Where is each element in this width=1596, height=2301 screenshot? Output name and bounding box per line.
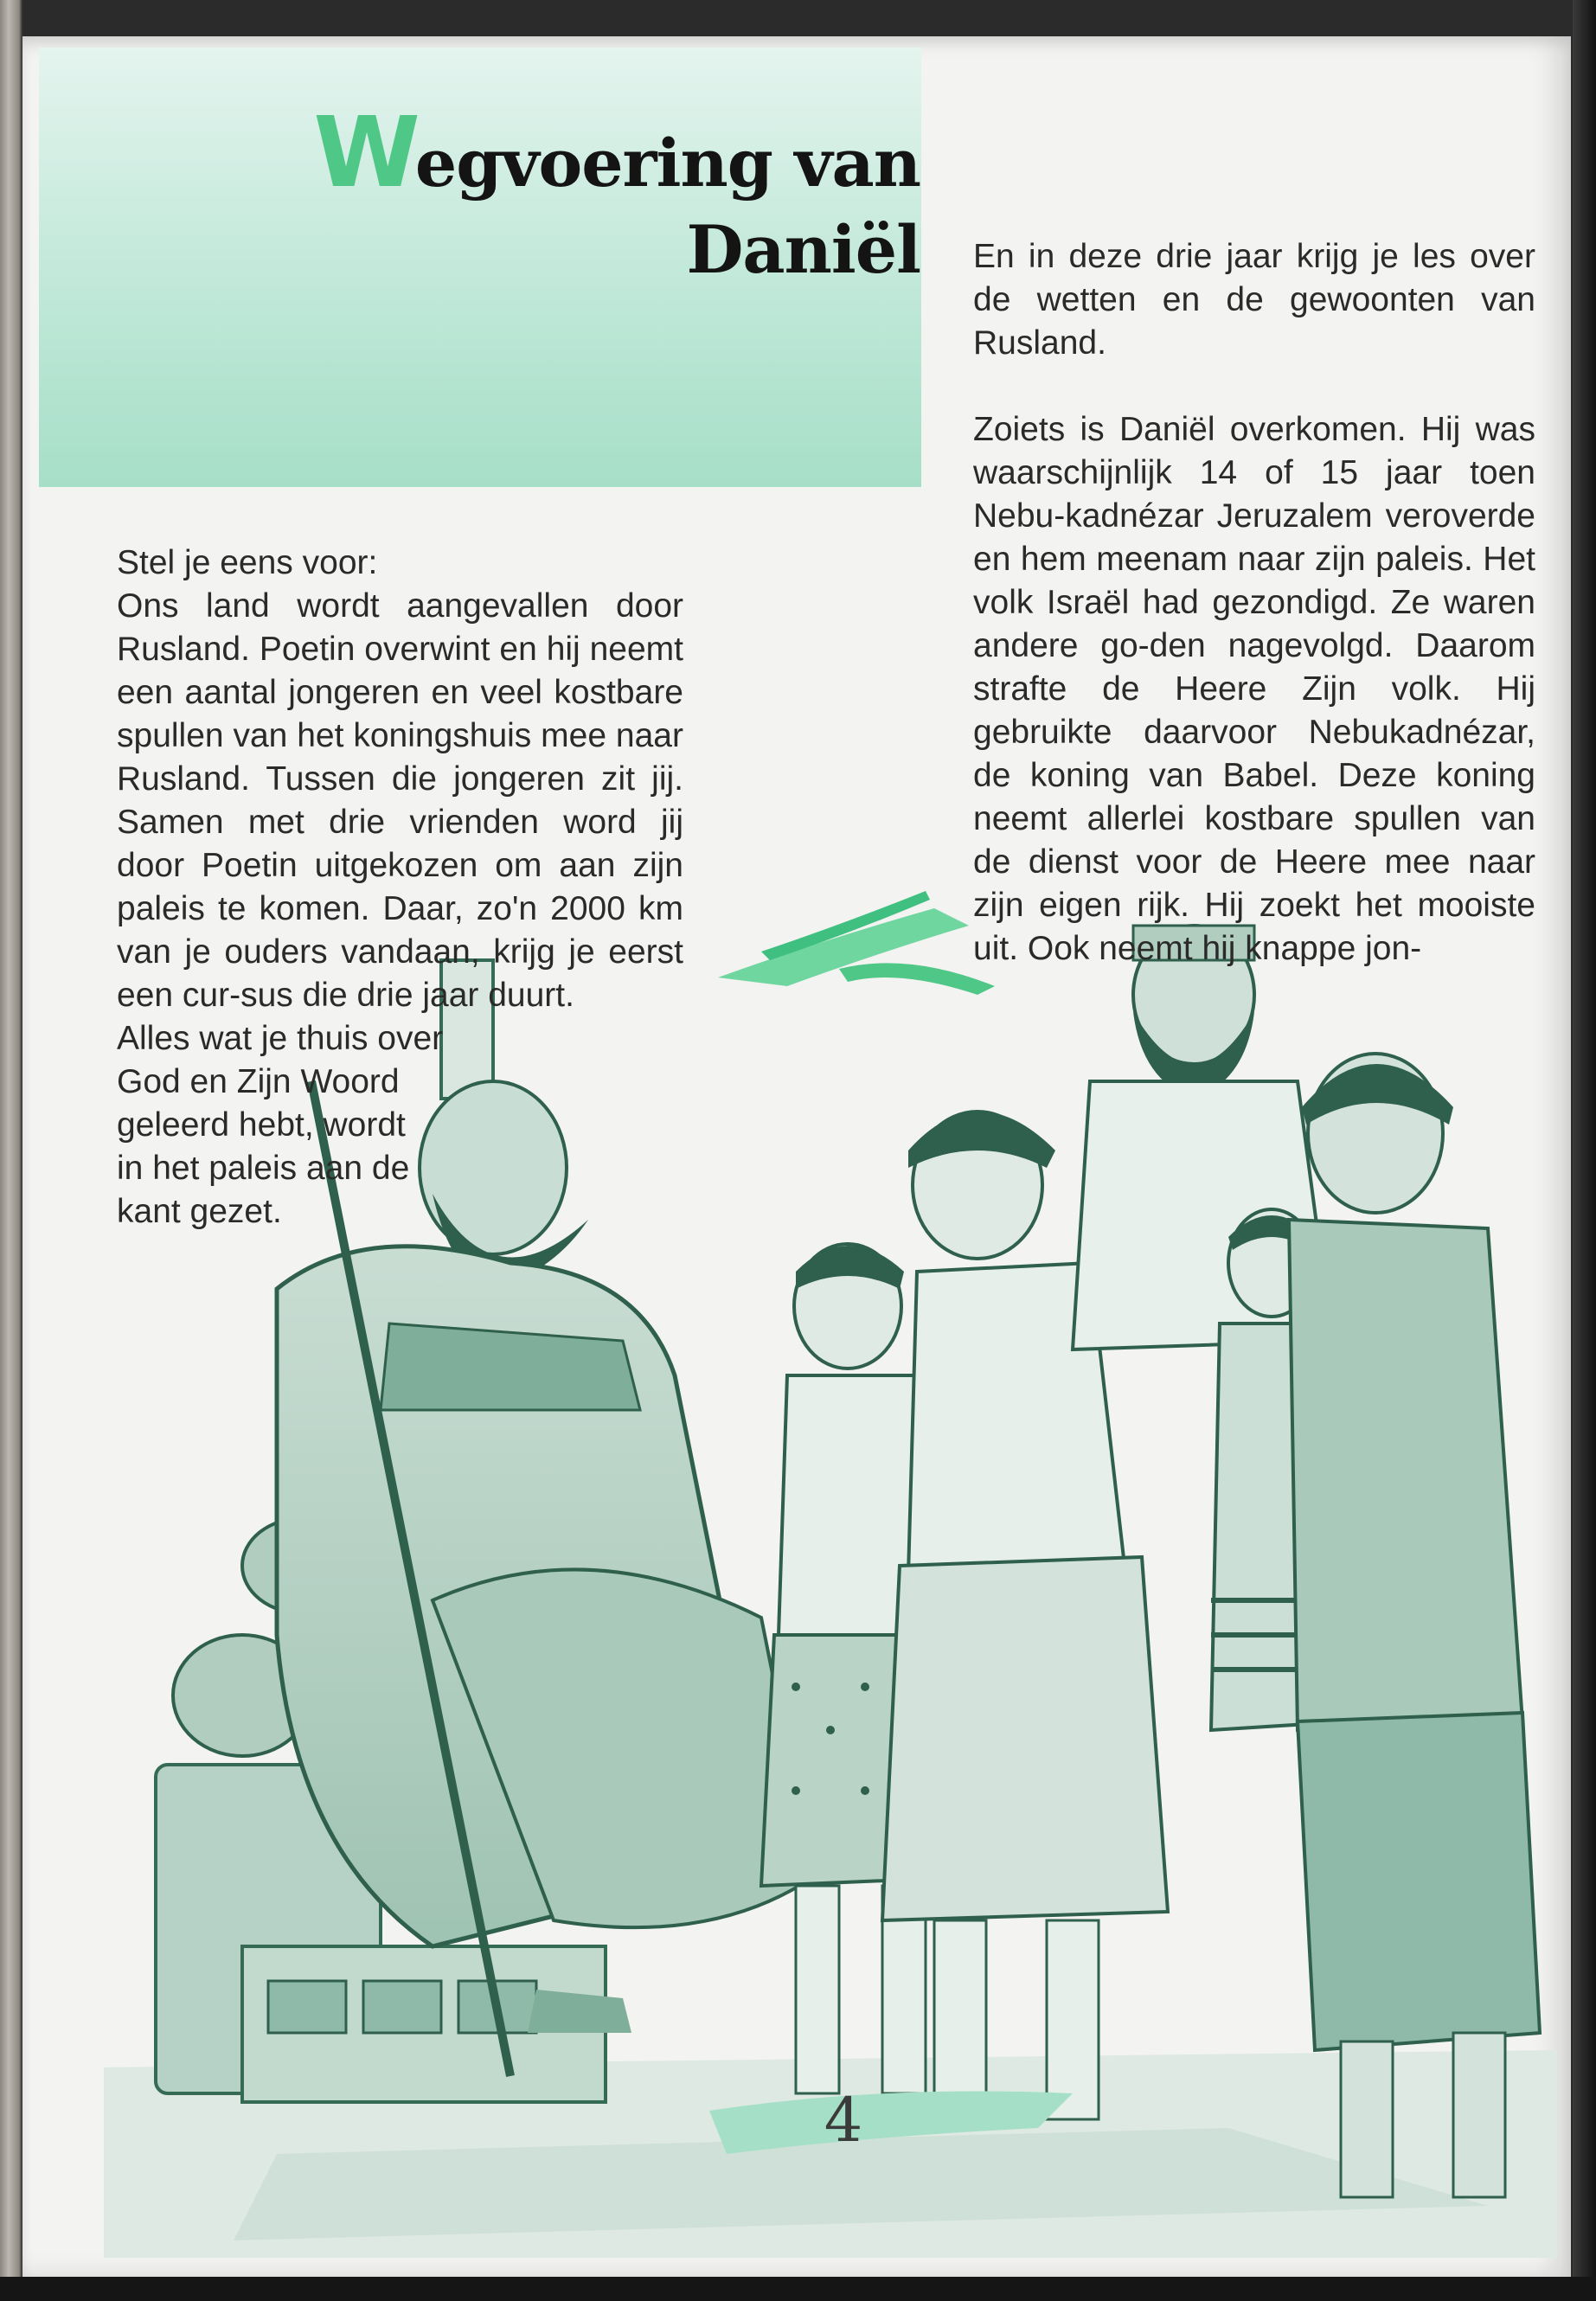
youth-figure-4 (1289, 1054, 1540, 2197)
left-line-3: Alles wat je thuis over (117, 1020, 444, 1057)
right-paragraph-2: Zoiets is Daniël overkomen. Hij was waarschijnlijk 14 of 15 jaar toen Nebu-kadnézar Jeruzalem veroverde en hem meenam naar zijn paleis. Het volk Israël had gezondigd. Ze waren andere go-den nagevolgd. Daarom strafte de Heere Zijn volk. Hij gebruikte daarvoor Nebukadnézar, de koning van Babel. Deze koning neemt allerlei kostbare spullen van de dienst voor de Heere mee naar zijn eigen rijk. Hij zoekt het mooiste uit. Ook neemt hij knappe jon- (973, 411, 1535, 967)
right-column-text (973, 235, 1535, 971)
left-paragraph: Ons land wordt aangevallen door Rusland. Poetin overwint en hij neemt een aantal jongeren en veel kostbare spullen van het koningshuis mee naar Rusland. Tussen die jongeren zit jij. Samen met drie vrienden word jij door Poetin uitgekozen om aan zijn paleis te komen. Daar, zo'n 2000 km van je ouders vandaan, krijg je eerst een cur-sus die drie jaar duurt. (117, 587, 683, 1014)
left-line-4: God en Zijn Woord (117, 1063, 400, 1100)
title-line1: egvoering van (414, 125, 920, 202)
left-column-text (117, 542, 683, 1234)
intro-line: Stel je eens voor: (117, 544, 378, 581)
right-paragraph-1: En in deze drie jaar krijg je les over de wetten en de gewoonten van Rusland. (973, 238, 1535, 362)
title-box (39, 48, 921, 487)
page-title (313, 97, 920, 293)
left-line-5: geleerd hebt, wordt (117, 1106, 406, 1144)
left-line-6: in het paleis aan de (117, 1150, 410, 1187)
left-line-7: kant gezet. (117, 1193, 282, 1230)
page-number: 4 (824, 2085, 863, 2156)
title-line2: Daniël (686, 211, 920, 288)
title-initial: W (313, 97, 415, 209)
book-binding (1573, 0, 1596, 2301)
bottom-shadow (0, 2277, 1596, 2301)
